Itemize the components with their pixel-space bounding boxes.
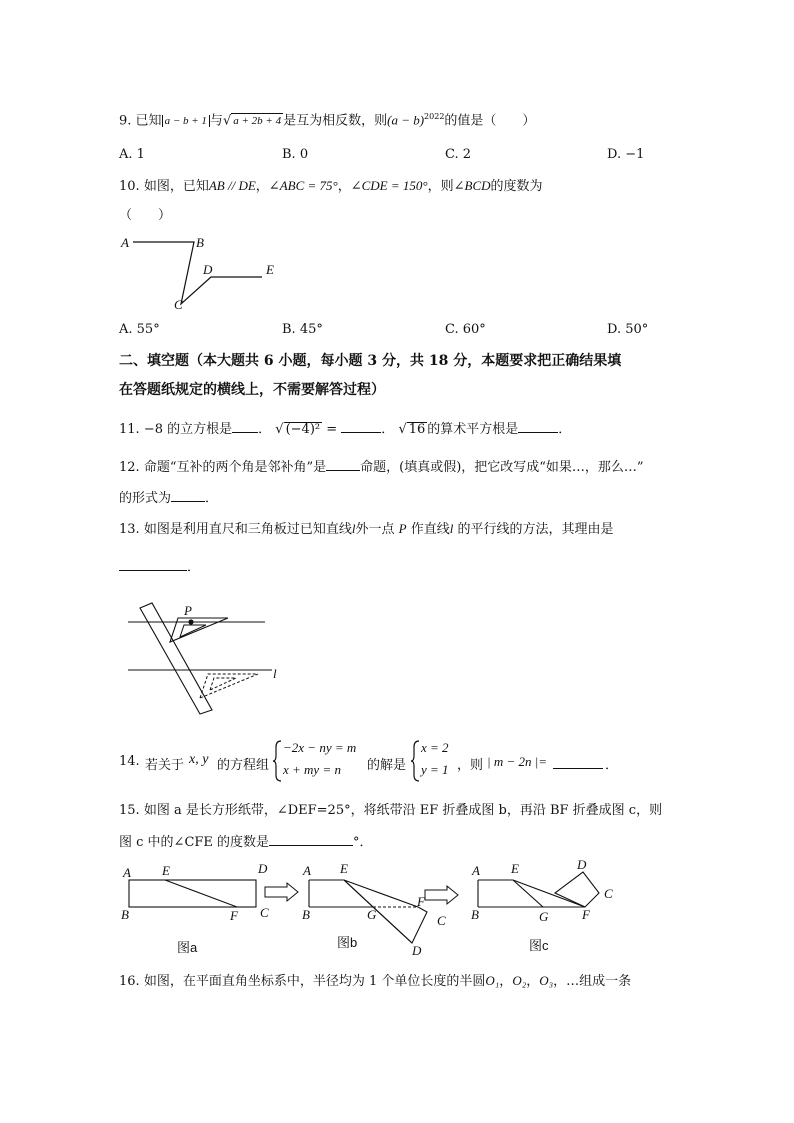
q10-text-1: 如图，已知 [143,179,209,194]
q14-brace-1 [273,740,283,782]
q12-text-2: 命题，(填真或假)，把它改写成“如果…，那么…” [360,460,644,475]
q14-text-5: ． [605,758,619,773]
q10-option-b: B. 45° [282,322,323,337]
q15-text-3: °． [353,835,373,850]
q15c-label-b: B [471,907,479,922]
q15a-label-d: D [258,861,268,876]
q14-brace-2 [411,740,421,782]
q12-text-4: ． [205,491,219,506]
q9-abs: a − b + 1 [162,115,210,127]
q12-text-1: 命题“互补的两个角是邻补角”是 [143,460,327,475]
q15b-caption: 图b [337,935,358,950]
q14-solution-y: y = 1 [421,762,449,777]
q15-line1 [119,802,662,820]
q15-arrow-2 [425,886,458,904]
q13-text-5: ． [187,560,201,575]
q15c-label-c: C [604,886,613,901]
q14-text-1: 若关于 [145,758,185,773]
q13-line2 [119,558,200,577]
q13-var-l2: l [449,521,454,536]
q12-blank-2[interactable] [171,489,205,502]
q14-blank[interactable] [553,756,603,769]
q15-number: 15. [119,803,140,818]
q11-sqrt-sign-2: √ [398,422,407,437]
q16-comma-2: ， [526,974,540,989]
q16-o1: O₁ [485,973,500,988]
q10-text-2: ，则 [427,179,454,194]
q15c-label-a: A [472,863,480,878]
q15-figure-b [302,861,446,958]
q11-blank-1[interactable] [232,420,258,433]
q11-text-1: −8 的立方根是 [143,422,233,437]
q10-cond-abc: ∠ABC = 75° [268,178,338,193]
q10-cond-parallel: AB // DE [208,178,256,193]
q14-expression: | m − 2n |= [487,754,548,769]
q10-figure [115,232,295,314]
q11-sqrt-1: (−4)² [285,422,321,437]
q13-label-l: l [273,666,277,681]
q11-stem [119,420,571,439]
q13-text-2: 外一点 [355,522,395,537]
q16-comma-1: ， [499,974,513,989]
q13-var-p: P [398,521,407,536]
q16-o2: O₂ [512,973,527,988]
q13-number: 13. [119,522,140,537]
q9-option-b: B. 0 [282,147,309,162]
q14-solution-x: x = 2 [421,740,449,755]
q15a-label-f: F [230,908,238,923]
q16-stem [119,972,631,991]
q14-text-4: ，则 [457,758,484,773]
q9-sqrt-sign: √ [222,113,232,129]
q10-sep-1: ， [255,179,269,194]
q15c-label-e: E [511,861,519,876]
q10-label-e: E [266,262,274,277]
q9-text-2: 与 [209,113,223,129]
q11-sqrt-2: 16 [408,422,426,437]
section2-heading-line2: 在答题纸规定的横线上，不需要解答过程） [119,382,385,398]
q15a-label-e: E [162,863,170,878]
q9-option-d: D. −1 [607,147,645,162]
q15-text-2: 图 c 中的∠CFE 的度数是 [119,835,270,850]
q9-option-c: C. 2 [445,147,472,162]
q15b-label-d: D [412,943,422,958]
q10-number: 10. [119,179,140,194]
q15-line2 [119,833,373,852]
q9-option-a: A. 1 [119,147,145,162]
q12-line1 [119,458,644,477]
q16-o3: O₃ [539,973,554,988]
q14-number: 14. [119,754,140,769]
q10-option-c: C. 60° [445,322,486,337]
q13-text-3: 作直线 [410,522,450,537]
q15a-caption: 图a [177,940,198,955]
q15-arrow-1 [265,883,298,901]
q14-text-2: 的方程组 [217,758,270,773]
q10-paren: （ ） [119,208,172,223]
q12-blank-1[interactable] [326,458,360,471]
q9-exponent: 2022 [424,112,445,121]
q15c-label-d: D [577,857,587,872]
q9-text-1: 已知 [135,113,162,129]
q15b-label-b: B [302,907,310,922]
q14-vars: x, y [189,752,209,767]
q15-figure-a [121,861,269,955]
q10-label-b: B [196,235,204,250]
q16-number: 16. [119,974,140,989]
q15-figure [115,856,625,962]
q13-triangle-dashed-inner [210,678,236,690]
q13-figure [120,598,290,718]
q13-blank[interactable] [119,558,187,571]
q15b-label-c: C [437,913,446,928]
q9-stem [119,108,535,130]
q13-triangle-inner [180,625,206,637]
q9-number: 9. [119,113,132,129]
q15c-label-g: G [539,909,549,924]
q11-text-2: ． [258,422,272,437]
q13-text-1: 如图是利用直尺和三角板过已知直线 [143,522,352,537]
q10-figure-lines [133,242,262,304]
q11-equals: = [322,422,342,437]
q10-stem [119,177,543,196]
q15c-label-f: F [582,907,590,922]
q15b-label-g: G [367,907,377,922]
q10-sep-2: ， [337,179,351,194]
q16-text-2: ，…组成一条 [553,974,632,989]
q14-text-3: 的解是 [367,758,407,773]
q9-text-4: 的值是（ ） [444,113,536,129]
q11-blank-3[interactable] [518,420,558,433]
q11-sqrt-sign-1: √ [275,422,284,437]
q14-equation-2: x + my = n [283,762,341,777]
q11-blank-2[interactable] [341,420,381,433]
q10-text-3: 的度数为 [490,179,543,194]
section2-heading-line1: 二、填空题（本大题共 6 小题，每小题 3 分，共 18 分，本题要求把正确结果填 [119,353,622,369]
q10-cond-cde: ∠CDE = 150° [350,178,428,193]
q13-line1 [119,520,614,539]
q11-text-5: 的算术平方根是 [427,422,519,437]
q11-text-6: ． [558,422,572,437]
q10-angle: ∠BCD [453,178,491,193]
q12-number: 12. [119,460,140,475]
q12-line2 [119,489,218,508]
q10-option-d: D. 50° [607,322,649,337]
q10-label-a: A [121,235,129,250]
q15b-label-a: A [303,863,311,878]
q15-figure-c [471,857,613,953]
q13-point-p [188,619,193,624]
q11-number: 11. [119,422,140,437]
q15-blank[interactable] [269,833,353,846]
q10-option-a: A. 55° [119,322,160,337]
q11-text-4: ． [381,422,395,437]
q12-text-3: 的形式为 [119,491,172,506]
q15b-label-f: F [417,894,425,909]
q13-var-l: l [351,521,356,536]
q15a-label-c: C [260,905,269,920]
q15-text-1: 如图 a 是长方形纸带，∠DEF=25°，将纸带沿 EF 折叠成图 b，再沿 BF 折叠成图 c，则 [143,803,663,818]
q15a-label-a: A [123,865,131,880]
q10-label-c: C [174,297,183,312]
q15b-label-e: E [340,861,348,876]
q10-label-d: D [203,262,213,277]
q9-base: (a − b) [387,112,425,128]
q16-text-1: 如图，在平面直角坐标系中，半径均为 1 个单位长度的半圆 [143,974,486,989]
q9-text-3: 是互为相反数，则 [283,113,388,129]
q15c-caption: 图c [529,938,549,953]
q15a-label-b: B [121,907,129,922]
q14-equation-1: −2x − ny = m [283,740,357,755]
q9-sqrt: a + 2b + 4 [233,115,282,128]
q13-text-4: 的平行线的方法，其理由是 [457,522,614,537]
q13-label-p: P [184,603,192,618]
